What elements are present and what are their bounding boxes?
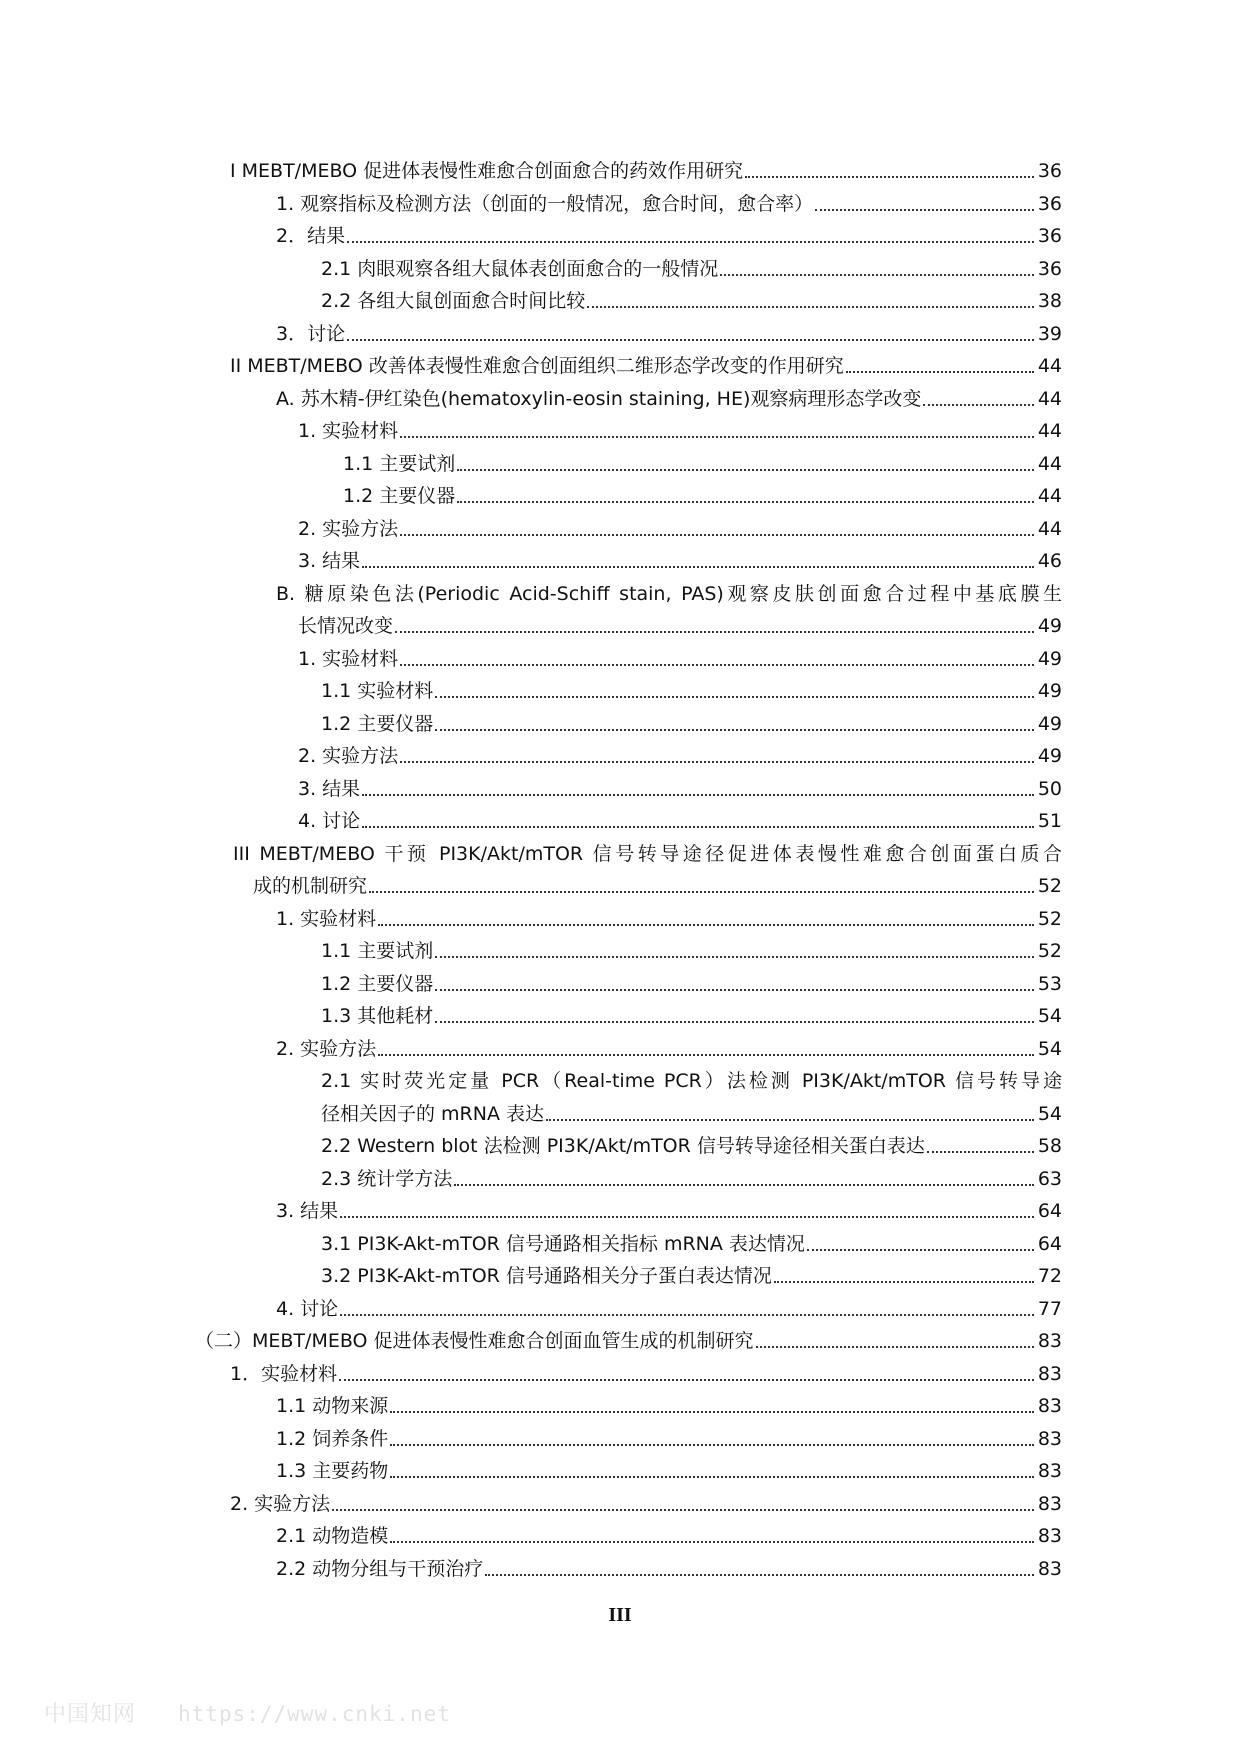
cnki-watermark (44, 1697, 451, 1728)
toc-dot-leader (435, 696, 1034, 698)
toc-entry-title: III MEBT/MEBO 干预 PI3K/Akt/mTOR 信号转导途径促进体表慢性难愈合创面蛋白质合 (233, 843, 1062, 865)
toc-entry-title: 1.1 动物来源 (276, 1395, 389, 1417)
toc-entry-page: 51 (1037, 810, 1062, 832)
toc-dot-leader (340, 1314, 1034, 1316)
toc-entry-page: 53 (1037, 973, 1062, 995)
toc-entry-title: 1. 实验材料 (298, 648, 399, 670)
toc-entry[interactable] (230, 151, 1062, 183)
toc-entry-title: 1.3 主要药物 (276, 1460, 389, 1482)
toc-entry-page: 36 (1037, 225, 1062, 247)
toc-entry-title: 1.2 饲养条件 (276, 1428, 389, 1450)
toc-entry-title: 3.2 PI3K-Akt-mTOR 信号通路相关分子蛋白表达情况 (321, 1265, 772, 1287)
toc-entry[interactable] (276, 1191, 1062, 1223)
toc-entry-title: 2. 实验方法 (230, 1493, 331, 1515)
toc-dot-leader (846, 371, 1034, 373)
toc-entry[interactable] (276, 216, 1062, 248)
toc-entry-page: 83 (1037, 1428, 1062, 1450)
toc-entry-title: 1.3 其他耗材 (321, 1005, 434, 1027)
toc-entry[interactable] (321, 1224, 1062, 1256)
toc-entry-title: 3.1 PI3K-Akt-mTOR 信号通路相关指标 mRNA 表达情况 (321, 1233, 805, 1255)
toc-dot-leader (457, 469, 1034, 471)
toc-entry-page: 38 (1037, 290, 1062, 312)
toc-entry[interactable] (298, 736, 1062, 768)
toc-entry-title: 1.2 主要仪器 (343, 485, 456, 507)
toc-entry-title: 1.1 主要试剂 (343, 453, 456, 475)
toc-entry-title: 1．实验材料 (230, 1363, 338, 1385)
toc-entry[interactable] (298, 606, 1062, 638)
toc-entry[interactable] (343, 476, 1062, 508)
toc-entry-title: 径相关因子的 mRNA 表达 (321, 1103, 544, 1125)
toc-dot-leader (454, 1184, 1034, 1186)
toc-entry[interactable] (276, 1451, 1062, 1483)
toc-entry-page: 36 (1037, 160, 1062, 182)
toc-dot-leader (369, 891, 1034, 893)
toc-entry[interactable] (298, 769, 1062, 801)
toc-dot-leader (435, 989, 1034, 991)
toc-entry[interactable] (321, 931, 1062, 963)
toc-entry[interactable] (276, 1029, 1062, 1061)
toc-entry[interactable] (276, 899, 1062, 931)
toc-dot-leader (756, 1346, 1034, 1348)
toc-entry-title: 2. 实验方法 (298, 745, 399, 767)
toc-entry[interactable] (233, 834, 1062, 866)
toc-dot-leader (390, 1541, 1034, 1543)
toc-entry[interactable] (276, 1419, 1062, 1451)
toc-entry-title: 2.1 动物造模 (276, 1525, 389, 1547)
toc-entry-title: A. 苏木精-伊红染色(hematoxylin-eosin staining, HE)观察病理形态学改变 (276, 388, 922, 410)
toc-entry-title: 4. 讨论 (276, 1298, 339, 1320)
toc-dot-leader (435, 1021, 1034, 1023)
toc-entry[interactable] (321, 281, 1062, 313)
toc-entry[interactable] (321, 1159, 1062, 1191)
toc-dot-leader (390, 1444, 1034, 1446)
toc-entry-title: 成的机制研究 (253, 875, 368, 897)
toc-entry-title: 2.2 动物分组与干预治疗 (276, 1558, 484, 1580)
toc-entry[interactable] (230, 1484, 1062, 1516)
toc-entry-title: 1. 实验材料 (276, 908, 377, 930)
toc-entry-title: 1. 观察指标及检测方法（创面的一般情况，愈合时间，愈合率） (276, 193, 814, 215)
toc-entry-page: 52 (1037, 908, 1062, 930)
toc-entry[interactable] (298, 801, 1062, 833)
toc-entry[interactable] (298, 541, 1062, 573)
toc-entry[interactable] (321, 249, 1062, 281)
toc-dot-leader (347, 339, 1034, 341)
toc-entry[interactable] (276, 1549, 1062, 1581)
toc-dot-leader (362, 826, 1034, 828)
toc-dot-leader (435, 956, 1034, 958)
toc-entry-page: 83 (1037, 1330, 1062, 1352)
toc-dot-leader (815, 209, 1034, 211)
toc-entry-title: 3. 结果 (298, 550, 361, 572)
toc-entry-title: （二）MEBT/MEBO 促进体表慢性难愈合创面血管生成的机制研究 (195, 1330, 754, 1352)
toc-entry-page: 63 (1037, 1168, 1062, 1190)
toc-dot-leader (390, 1476, 1034, 1478)
toc-entry-page: 83 (1037, 1525, 1062, 1547)
toc-entry-title: 1.1 实验材料 (321, 680, 434, 702)
toc-entry-page: 39 (1037, 323, 1062, 345)
toc-entry-page: 49 (1037, 745, 1062, 767)
toc-entry-title: B. 糖原染色法(Periodic Acid-Schiff stain, PAS)观察皮肤创面愈合过程中基底膜生 (276, 583, 1062, 605)
toc-entry-page: 83 (1037, 1493, 1062, 1515)
toc-dot-leader (362, 794, 1034, 796)
toc-entry-title: 2.1 肉眼观察各组大鼠体表创面愈合的一般情况 (321, 258, 719, 280)
toc-entry-title: 3. 结果 (298, 778, 361, 800)
toc-entry[interactable] (276, 314, 1062, 346)
toc-entry[interactable] (276, 574, 1062, 606)
toc-dot-leader (457, 501, 1034, 503)
toc-entry[interactable] (276, 1289, 1062, 1321)
toc-entry-page: 52 (1037, 940, 1062, 962)
toc-entry-title: II MEBT/MEBO 改善体表慢性难愈合创面组织二维形态学改变的作用研究 (230, 355, 844, 377)
toc-dot-leader (339, 1379, 1034, 1381)
toc-entry-title: 2.3 统计学方法 (321, 1168, 453, 1190)
toc-entry-page: 83 (1037, 1558, 1062, 1580)
toc-entry[interactable] (195, 1321, 1062, 1353)
toc-entry-page: 49 (1037, 648, 1062, 670)
toc-entry[interactable] (321, 1061, 1062, 1093)
toc-entry[interactable] (276, 379, 1062, 411)
toc-entry-page: 72 (1037, 1265, 1062, 1287)
toc-entry-title: 3. 结果 (276, 1200, 339, 1222)
toc-entry-page: 49 (1037, 680, 1062, 702)
toc-entry-page: 44 (1037, 355, 1062, 377)
toc-entry[interactable] (298, 509, 1062, 541)
toc-dot-leader (378, 1054, 1034, 1056)
toc-dot-leader (332, 1509, 1034, 1511)
watermark-url: https://www.cnki.net (178, 1702, 451, 1726)
toc-entry-page: 50 (1037, 778, 1062, 800)
toc-entry[interactable] (298, 411, 1062, 443)
toc-entry-page: 54 (1037, 1103, 1062, 1125)
toc-dot-leader (395, 631, 1034, 633)
toc-entry-page: 36 (1037, 193, 1062, 215)
toc-entry-page: 49 (1037, 615, 1062, 637)
toc-dot-leader (720, 274, 1034, 276)
toc-dot-leader (485, 1574, 1034, 1576)
toc-entry-page: 44 (1037, 420, 1062, 442)
toc-dot-leader (546, 1119, 1034, 1121)
toc-dot-leader (400, 436, 1034, 438)
toc-dot-leader (340, 1216, 1034, 1218)
toc-entry-title: 2.2 各组大鼠创面愈合时间比较 (321, 290, 586, 312)
page-number: III (608, 1604, 632, 1626)
toc-entry-title: 长情况改变 (298, 615, 394, 637)
toc-entry-title: 4. 讨论 (298, 810, 361, 832)
toc-entry-page: 54 (1037, 1038, 1062, 1060)
toc-dot-leader (435, 729, 1034, 731)
toc-dot-leader (378, 924, 1034, 926)
toc-dot-leader (807, 1249, 1034, 1251)
toc-entry[interactable] (343, 444, 1062, 476)
toc-dot-leader (745, 176, 1034, 178)
toc-entry[interactable] (276, 1386, 1062, 1418)
toc-entry-title: 2. 实验方法 (276, 1038, 377, 1060)
toc-entry-page: 44 (1037, 388, 1062, 410)
toc-entry[interactable] (276, 184, 1062, 216)
toc-entry-title: 2.1 实时荧光定量 PCR（Real-time PCR）法检测 PI3K/Akt/mTOR 信号转导途 (321, 1070, 1062, 1092)
toc-entry-page: 44 (1037, 518, 1062, 540)
toc-entry-page: 77 (1037, 1298, 1062, 1320)
toc-entry-page: 83 (1037, 1363, 1062, 1385)
toc-entry[interactable] (230, 1354, 1062, 1386)
toc-entry-title: 2. 实验方法 (298, 518, 399, 540)
toc-entry-page: 36 (1037, 258, 1062, 280)
toc-entry[interactable] (276, 1516, 1062, 1548)
toc-dot-leader (774, 1281, 1034, 1283)
toc-entry-title: 1.1 主要试剂 (321, 940, 434, 962)
toc-entry[interactable] (230, 346, 1062, 378)
toc-entry-page: 64 (1037, 1233, 1062, 1255)
toc-entry[interactable] (321, 1094, 1062, 1126)
toc-dot-leader (923, 404, 1033, 406)
watermark-brand: 中国知网 (44, 1702, 137, 1727)
toc-entry-page: 46 (1037, 550, 1062, 572)
toc-entry[interactable] (321, 704, 1062, 736)
toc-entry-title: I MEBT/MEBO 促进体表慢性难愈合创面愈合的药效作用研究 (230, 160, 744, 182)
toc-entry[interactable] (321, 1256, 1062, 1288)
toc-dot-leader (390, 1411, 1034, 1413)
toc-entry-title: 1.2 主要仪器 (321, 973, 434, 995)
toc-dot-leader (927, 1151, 1034, 1153)
toc-entry[interactable] (321, 671, 1062, 703)
toc-entry-page: 44 (1037, 453, 1062, 475)
toc-dot-leader (347, 241, 1034, 243)
toc-entry-page: 54 (1037, 1005, 1062, 1027)
toc-entry-page: 83 (1037, 1460, 1062, 1482)
toc-entry-page: 52 (1037, 875, 1062, 897)
toc-entry[interactable] (253, 866, 1062, 898)
toc-dot-leader (400, 664, 1034, 666)
toc-entry-page: 44 (1037, 485, 1062, 507)
toc-entry-page: 83 (1037, 1395, 1062, 1417)
toc-entry-page: 58 (1037, 1135, 1062, 1157)
toc-entry-title: 1. 实验材料 (298, 420, 399, 442)
toc-entry-title: 2．结果 (276, 225, 346, 247)
toc-entry-title: 2.2 Western blot 法检测 PI3K/Akt/mTOR 信号转导途径相关蛋白表达 (321, 1135, 925, 1157)
toc-entry[interactable] (298, 639, 1062, 671)
toc-entry-page: 49 (1037, 713, 1062, 735)
toc-entry-title: 1.2 主要仪器 (321, 713, 434, 735)
toc-entry-title: 3．讨论 (276, 323, 346, 345)
toc-dot-leader (587, 306, 1034, 308)
toc-dot-leader (362, 566, 1034, 568)
toc-dot-leader (400, 534, 1034, 536)
toc-dot-leader (400, 761, 1034, 763)
toc-entry[interactable] (321, 1126, 1062, 1158)
toc-entry[interactable] (321, 996, 1062, 1028)
toc-entry-page: 64 (1037, 1200, 1062, 1222)
toc-entry[interactable] (321, 964, 1062, 996)
